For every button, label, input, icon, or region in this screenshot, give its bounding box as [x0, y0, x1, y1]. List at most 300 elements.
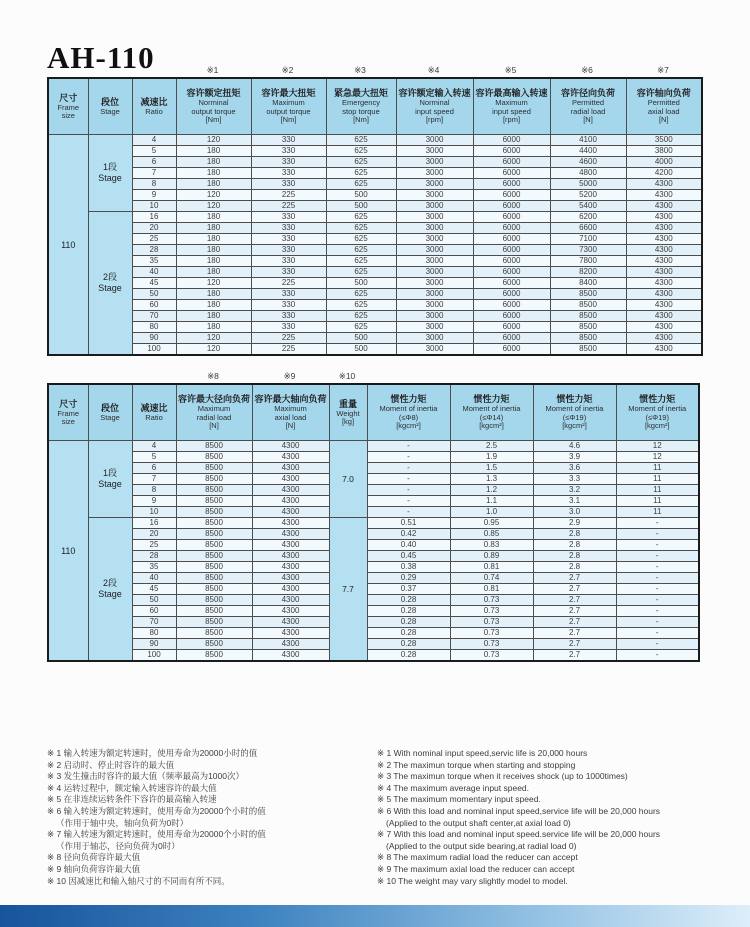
value-cell: 330 — [251, 289, 326, 300]
header-label-en: (≤Φ19) — [645, 412, 669, 422]
value-cell: 1.2 — [450, 485, 533, 496]
value-cell: 4300 — [626, 223, 702, 234]
value-cell: 2.7 — [533, 584, 616, 595]
header-label-en: (≤Φ8) — [398, 412, 419, 422]
header-label-zh: 减速比 — [140, 402, 168, 413]
value-cell: 4300 — [252, 639, 329, 650]
value-cell: 3000 — [396, 201, 473, 212]
ratio-cell: 4 — [132, 441, 176, 452]
value-cell: 4300 — [626, 201, 702, 212]
value-cell: 225 — [251, 201, 326, 212]
value-cell: 625 — [326, 234, 396, 245]
value-cell: 8500 — [176, 606, 252, 617]
value-cell: 0.73 — [450, 650, 533, 662]
column-header — [132, 78, 176, 135]
table-row — [48, 639, 699, 650]
header-label-en: Maximum — [197, 404, 231, 414]
header-label-en: Emergency — [342, 98, 380, 108]
value-cell: 4400 — [550, 146, 626, 157]
column-header — [252, 384, 329, 441]
value-cell: 3000 — [396, 146, 473, 157]
footnote-line: ※ 9 The maximum axial load the reducer can accept — [377, 863, 575, 874]
ratio-cell: 5 — [132, 146, 176, 157]
header-label-en: output torque — [266, 106, 311, 116]
value-cell: 1.0 — [450, 507, 533, 518]
value-cell: 3000 — [396, 190, 473, 201]
value-cell: 8500 — [176, 529, 252, 540]
header-label-en: Permitted — [571, 98, 605, 108]
value-cell: - — [616, 529, 699, 540]
ratio-cell: 8 — [132, 485, 176, 496]
header-label-en: [N] — [285, 421, 296, 431]
value-cell: 225 — [251, 344, 326, 356]
footnote-line: ※ 6 输入转速为额定转速时，使用寿命为20000个小时的值 — [47, 805, 266, 816]
page-title: AH-110 — [47, 40, 155, 75]
value-cell: 3000 — [396, 300, 473, 311]
value-cell: 8500 — [176, 617, 252, 628]
stage-cell — [88, 518, 132, 662]
value-cell: 0.28 — [367, 617, 450, 628]
column-header — [473, 78, 550, 135]
value-cell: 6000 — [473, 157, 550, 168]
column-header — [329, 384, 367, 441]
ratio-cell: 40 — [132, 267, 176, 278]
header-label-zh: 紧急最大扭矩 — [333, 88, 388, 99]
value-cell: 4300 — [626, 344, 702, 356]
value-cell: 3.9 — [533, 452, 616, 463]
value-cell: 3800 — [626, 146, 702, 157]
value-cell: 5400 — [550, 201, 626, 212]
value-cell: 0.83 — [450, 540, 533, 551]
ratio-cell: 80 — [132, 628, 176, 639]
table-row — [48, 135, 702, 146]
value-cell: 1.9 — [450, 452, 533, 463]
column-header — [176, 78, 251, 135]
value-cell: 8500 — [550, 300, 626, 311]
value-cell: 2.7 — [533, 573, 616, 584]
ratio-cell: 60 — [132, 606, 176, 617]
value-cell: 120 — [176, 278, 251, 289]
value-cell: 4300 — [626, 267, 702, 278]
value-cell: 8500 — [176, 496, 252, 507]
value-cell: 8500 — [550, 289, 626, 300]
value-cell: 4300 — [626, 333, 702, 344]
value-cell: 7300 — [550, 245, 626, 256]
value-cell: 180 — [176, 212, 251, 223]
stage-label: Stage — [98, 589, 122, 599]
value-cell: 4300 — [252, 562, 329, 573]
value-cell: 3000 — [396, 234, 473, 245]
table-row — [48, 606, 699, 617]
header-label-en: input speed — [492, 106, 531, 116]
header-label-en: Moment of inertia — [545, 404, 604, 414]
header-label-en: Maximum — [272, 98, 305, 108]
value-cell: 225 — [251, 333, 326, 344]
header-label-zh: 容许最大扭矩 — [261, 88, 316, 99]
value-cell: 6000 — [473, 223, 550, 234]
value-cell: 11 — [616, 485, 699, 496]
footer-gradient-band — [0, 905, 750, 927]
stage-label: Stage — [98, 283, 122, 293]
value-cell: 2.7 — [533, 639, 616, 650]
value-cell: 4300 — [252, 551, 329, 562]
ratio-cell: 9 — [132, 190, 176, 201]
header-label-en: [kgcm²] — [644, 421, 670, 431]
header-label-en: Stage — [100, 106, 120, 116]
value-cell: - — [616, 606, 699, 617]
ratio-cell: 10 — [132, 507, 176, 518]
value-cell: - — [616, 551, 699, 562]
header-label-en: Frame — [57, 408, 80, 418]
stage-label: 1段 — [102, 468, 117, 478]
value-cell: 625 — [326, 212, 396, 223]
ratio-cell: 100 — [132, 650, 176, 662]
header-label-en: Moment of inertia — [462, 404, 521, 414]
value-cell: 625 — [326, 311, 396, 322]
column-footnote-mark: ※4 — [427, 65, 440, 75]
footnotes-english — [377, 748, 707, 887]
header-label-en: Norminal — [198, 98, 229, 108]
value-cell: 0.40 — [367, 540, 450, 551]
value-cell: 330 — [251, 300, 326, 311]
value-cell: 180 — [176, 289, 251, 300]
footnote-line: ※ 1 输入转速为额定转速时，使用寿命为20000小时的值 — [47, 748, 258, 758]
value-cell: - — [616, 639, 699, 650]
column-header — [326, 78, 396, 135]
value-cell: 500 — [326, 201, 396, 212]
torque-speed-load-table-block — [47, 62, 703, 356]
value-cell: 0.85 — [450, 529, 533, 540]
column-header — [88, 384, 132, 441]
ratio-cell: 25 — [132, 540, 176, 551]
value-cell: 0.45 — [367, 551, 450, 562]
value-cell: 225 — [251, 190, 326, 201]
table-row — [48, 584, 699, 595]
footnote-line: ※ 1 With nominal input speed,servic life is 20,000 hours — [377, 748, 588, 758]
value-cell: 0.81 — [450, 562, 533, 573]
value-cell: 120 — [176, 135, 251, 146]
value-cell: 180 — [176, 223, 251, 234]
table-row — [48, 333, 702, 344]
column-footnote-mark: ※1 — [206, 65, 219, 75]
value-cell: 8500 — [176, 441, 252, 452]
value-cell: 8500 — [176, 551, 252, 562]
value-cell: 8500 — [176, 463, 252, 474]
header-label-zh: 惯性力矩 — [390, 394, 427, 405]
table-row — [48, 496, 699, 507]
value-cell: 8500 — [176, 584, 252, 595]
value-cell: 4300 — [626, 234, 702, 245]
table-row — [48, 463, 699, 474]
header-label-en: [kg] — [341, 417, 355, 426]
stage-label: 2段 — [102, 272, 117, 282]
value-cell: 180 — [176, 322, 251, 333]
header-label-zh: 段位 — [100, 96, 119, 107]
value-cell: 4300 — [626, 278, 702, 289]
value-cell: 3000 — [396, 333, 473, 344]
header-label-en: output torque — [191, 106, 236, 116]
torque-speed-load-table — [47, 77, 703, 356]
table-row — [48, 540, 699, 551]
value-cell: 3000 — [396, 311, 473, 322]
stage-cell — [88, 441, 132, 518]
value-cell: 180 — [176, 300, 251, 311]
header-label-en: [kgcm²] — [479, 421, 504, 431]
value-cell: 11 — [616, 474, 699, 485]
value-cell: 7100 — [550, 234, 626, 245]
value-cell: 0.37 — [367, 584, 450, 595]
value-cell: 1.3 — [450, 474, 533, 485]
table-row — [48, 452, 699, 463]
value-cell: 500 — [326, 190, 396, 201]
value-cell: 625 — [326, 256, 396, 267]
footnote-line: (Applied to the output shaft center,at axial load 0) — [386, 817, 571, 828]
value-cell: 0.28 — [367, 639, 450, 650]
value-cell: 2.8 — [533, 551, 616, 562]
table2-footnote-marks-row — [47, 368, 703, 382]
ratio-cell: 28 — [132, 245, 176, 256]
value-cell: 4300 — [626, 311, 702, 322]
footnote-line: ※ 2 启动时、停止时容许的最大值 — [47, 759, 175, 770]
value-cell: 6200 — [550, 212, 626, 223]
value-cell: - — [616, 584, 699, 595]
value-cell: - — [367, 441, 450, 452]
value-cell: 6000 — [473, 146, 550, 157]
table-row — [48, 289, 702, 300]
value-cell: 120 — [176, 333, 251, 344]
value-cell: 4800 — [550, 168, 626, 179]
value-cell: 3.3 — [533, 474, 616, 485]
value-cell: 0.28 — [367, 595, 450, 606]
table-row — [48, 168, 702, 179]
value-cell: 6000 — [473, 201, 550, 212]
footnote-line: ※ 9 轴向负荷容许最大值 — [47, 863, 141, 874]
value-cell: 4300 — [626, 190, 702, 201]
table-row — [48, 322, 702, 333]
value-cell: - — [616, 617, 699, 628]
header-row — [48, 78, 702, 135]
value-cell: 4300 — [626, 289, 702, 300]
value-cell: 625 — [326, 146, 396, 157]
ratio-cell: 80 — [132, 322, 176, 333]
header-label-en: radial load — [196, 412, 232, 422]
ratio-cell: 8 — [132, 179, 176, 190]
column-footnote-mark: ※10 — [338, 371, 356, 381]
ratio-cell: 9 — [132, 496, 176, 507]
value-cell: 4300 — [626, 212, 702, 223]
footnote-line: ※ 4 The maximum average input speed. — [377, 782, 530, 793]
value-cell: 0.81 — [450, 584, 533, 595]
value-cell: 4300 — [252, 628, 329, 639]
value-cell: 180 — [176, 245, 251, 256]
ratio-cell: 7 — [132, 168, 176, 179]
header-label-zh: 容许额定扭矩 — [186, 88, 241, 99]
value-cell: 4300 — [252, 529, 329, 540]
column-footnote-mark: ※2 — [281, 65, 294, 75]
table-row — [48, 223, 702, 234]
header-label-en: [Nm] — [205, 115, 222, 125]
value-cell: 0.51 — [367, 518, 450, 529]
table-row — [48, 179, 702, 190]
value-cell: 2.5 — [450, 441, 533, 452]
value-cell: 625 — [326, 267, 396, 278]
header-label-en: Frame — [57, 102, 80, 112]
header-label-zh: 容许额定输入转速 — [398, 88, 471, 99]
value-cell: - — [367, 496, 450, 507]
header-label-zh: 段位 — [100, 402, 119, 413]
table-row — [48, 507, 699, 518]
column-footnote-mark: ※3 — [354, 65, 366, 75]
table-row — [48, 300, 702, 311]
ratio-cell: 70 — [132, 311, 176, 322]
value-cell: - — [616, 562, 699, 573]
column-footnote-mark: ※8 — [207, 371, 219, 381]
value-cell: 4300 — [252, 474, 329, 485]
value-cell: 4300 — [252, 452, 329, 463]
header-label-en: [N] — [658, 115, 669, 125]
value-cell: 4.6 — [533, 441, 616, 452]
value-cell: 180 — [176, 157, 251, 168]
value-cell: 2.7 — [533, 650, 616, 662]
value-cell: 0.29 — [367, 573, 450, 584]
header-label-en: (≤Φ14) — [479, 412, 504, 422]
value-cell: 120 — [176, 344, 251, 356]
footnote-line: ※ 7 With this load and nominal input speed.service life will be 20,000 hours — [377, 829, 661, 840]
ratio-cell: 35 — [132, 256, 176, 267]
ratio-cell: 90 — [132, 639, 176, 650]
value-cell: 500 — [326, 278, 396, 289]
table-row — [48, 562, 699, 573]
value-cell: 4300 — [626, 300, 702, 311]
header-label-zh: 容许最大轴向负荷 — [254, 394, 327, 405]
table-row — [48, 245, 702, 256]
value-cell: 8200 — [550, 267, 626, 278]
header-label-en: Norminal — [419, 98, 450, 108]
value-cell: 11 — [616, 496, 699, 507]
footnote-line: （作用于轴芯，径向负荷为0时） — [56, 840, 180, 851]
ratio-cell: 45 — [132, 278, 176, 289]
table-row — [48, 573, 699, 584]
column-footnote-mark: ※5 — [504, 65, 517, 75]
table-row — [48, 551, 699, 562]
value-cell: 0.42 — [367, 529, 450, 540]
header-label-en: [rpm] — [425, 115, 444, 125]
table1-footnote-marks-row — [47, 62, 703, 76]
value-cell: 3.2 — [533, 485, 616, 496]
header-label-en: Weight — [336, 408, 360, 418]
value-cell: 625 — [326, 300, 396, 311]
column-header — [48, 384, 88, 441]
value-cell: 2.7 — [533, 617, 616, 628]
value-cell: 6000 — [473, 212, 550, 223]
header-label-en: [N] — [583, 115, 593, 125]
maxload-weight-inertia-table-block — [47, 368, 703, 662]
ratio-cell: 50 — [132, 595, 176, 606]
value-cell: 3000 — [396, 278, 473, 289]
value-cell: 500 — [326, 333, 396, 344]
value-cell: 6000 — [473, 245, 550, 256]
value-cell: 6000 — [473, 179, 550, 190]
content-area — [47, 62, 703, 662]
column-footnote-mark: ※7 — [657, 65, 669, 75]
header-label-zh: 容许轴向负荷 — [636, 88, 691, 99]
value-cell: 8500 — [176, 562, 252, 573]
value-cell: 8500 — [176, 518, 252, 529]
value-cell: 4300 — [252, 507, 329, 518]
value-cell: 330 — [251, 322, 326, 333]
value-cell: 330 — [251, 256, 326, 267]
value-cell: 500 — [326, 344, 396, 356]
footnote-line: （作用于轴中央，轴向负荷为0时） — [56, 817, 189, 828]
header-label-en: [Nm] — [353, 115, 369, 125]
value-cell: 625 — [326, 289, 396, 300]
value-cell: 625 — [326, 157, 396, 168]
value-cell: 4300 — [252, 584, 329, 595]
value-cell: 3000 — [396, 212, 473, 223]
table-row — [48, 650, 699, 662]
maxload-weight-inertia-table — [47, 383, 700, 662]
stage-label: Stage — [98, 479, 122, 489]
ratio-cell: 70 — [132, 617, 176, 628]
value-cell: 4300 — [626, 322, 702, 333]
value-cell: 180 — [176, 311, 251, 322]
footnote-line: ※ 7 输入转速为额定转速时，使用寿命为20000个小时的值 — [47, 829, 266, 840]
table-row — [48, 256, 702, 267]
value-cell: 180 — [176, 256, 251, 267]
value-cell: 4200 — [626, 168, 702, 179]
value-cell: 11 — [616, 507, 699, 518]
value-cell: 4300 — [252, 441, 329, 452]
header-label-en: [Nm] — [280, 115, 297, 125]
header-label-en: Permitted — [647, 98, 680, 108]
value-cell: 6600 — [550, 223, 626, 234]
value-cell: 330 — [251, 157, 326, 168]
column-header — [132, 384, 176, 441]
value-cell: 2.7 — [533, 628, 616, 639]
value-cell: 625 — [326, 322, 396, 333]
value-cell: 330 — [251, 311, 326, 322]
ratio-cell: 50 — [132, 289, 176, 300]
value-cell: 8500 — [176, 474, 252, 485]
value-cell: 0.28 — [367, 628, 450, 639]
header-label-zh: 尺寸 — [59, 398, 78, 409]
value-cell: 6000 — [473, 190, 550, 201]
footnotes-section — [47, 748, 707, 887]
value-cell: 8500 — [176, 595, 252, 606]
value-cell: - — [367, 485, 450, 496]
column-footnote-mark: ※6 — [581, 65, 593, 75]
header-label-zh: 减速比 — [140, 96, 168, 107]
column-header — [616, 384, 699, 441]
value-cell: 4300 — [252, 518, 329, 529]
stage-label: 1段 — [102, 162, 117, 172]
column-header — [396, 78, 473, 135]
header-label-zh: 惯性力矩 — [639, 394, 676, 405]
value-cell: 3000 — [396, 245, 473, 256]
column-footnote-mark: ※9 — [283, 371, 296, 381]
value-cell: - — [616, 595, 699, 606]
ratio-cell: 6 — [132, 157, 176, 168]
value-cell: 4300 — [626, 245, 702, 256]
value-cell: 3.6 — [533, 463, 616, 474]
value-cell: 180 — [176, 179, 251, 190]
table-row — [48, 157, 702, 168]
value-cell: 5000 — [550, 179, 626, 190]
stage-label: 2段 — [102, 578, 117, 588]
value-cell: - — [616, 518, 699, 529]
value-cell: 3000 — [396, 157, 473, 168]
header-label-en: [N] — [209, 421, 219, 431]
